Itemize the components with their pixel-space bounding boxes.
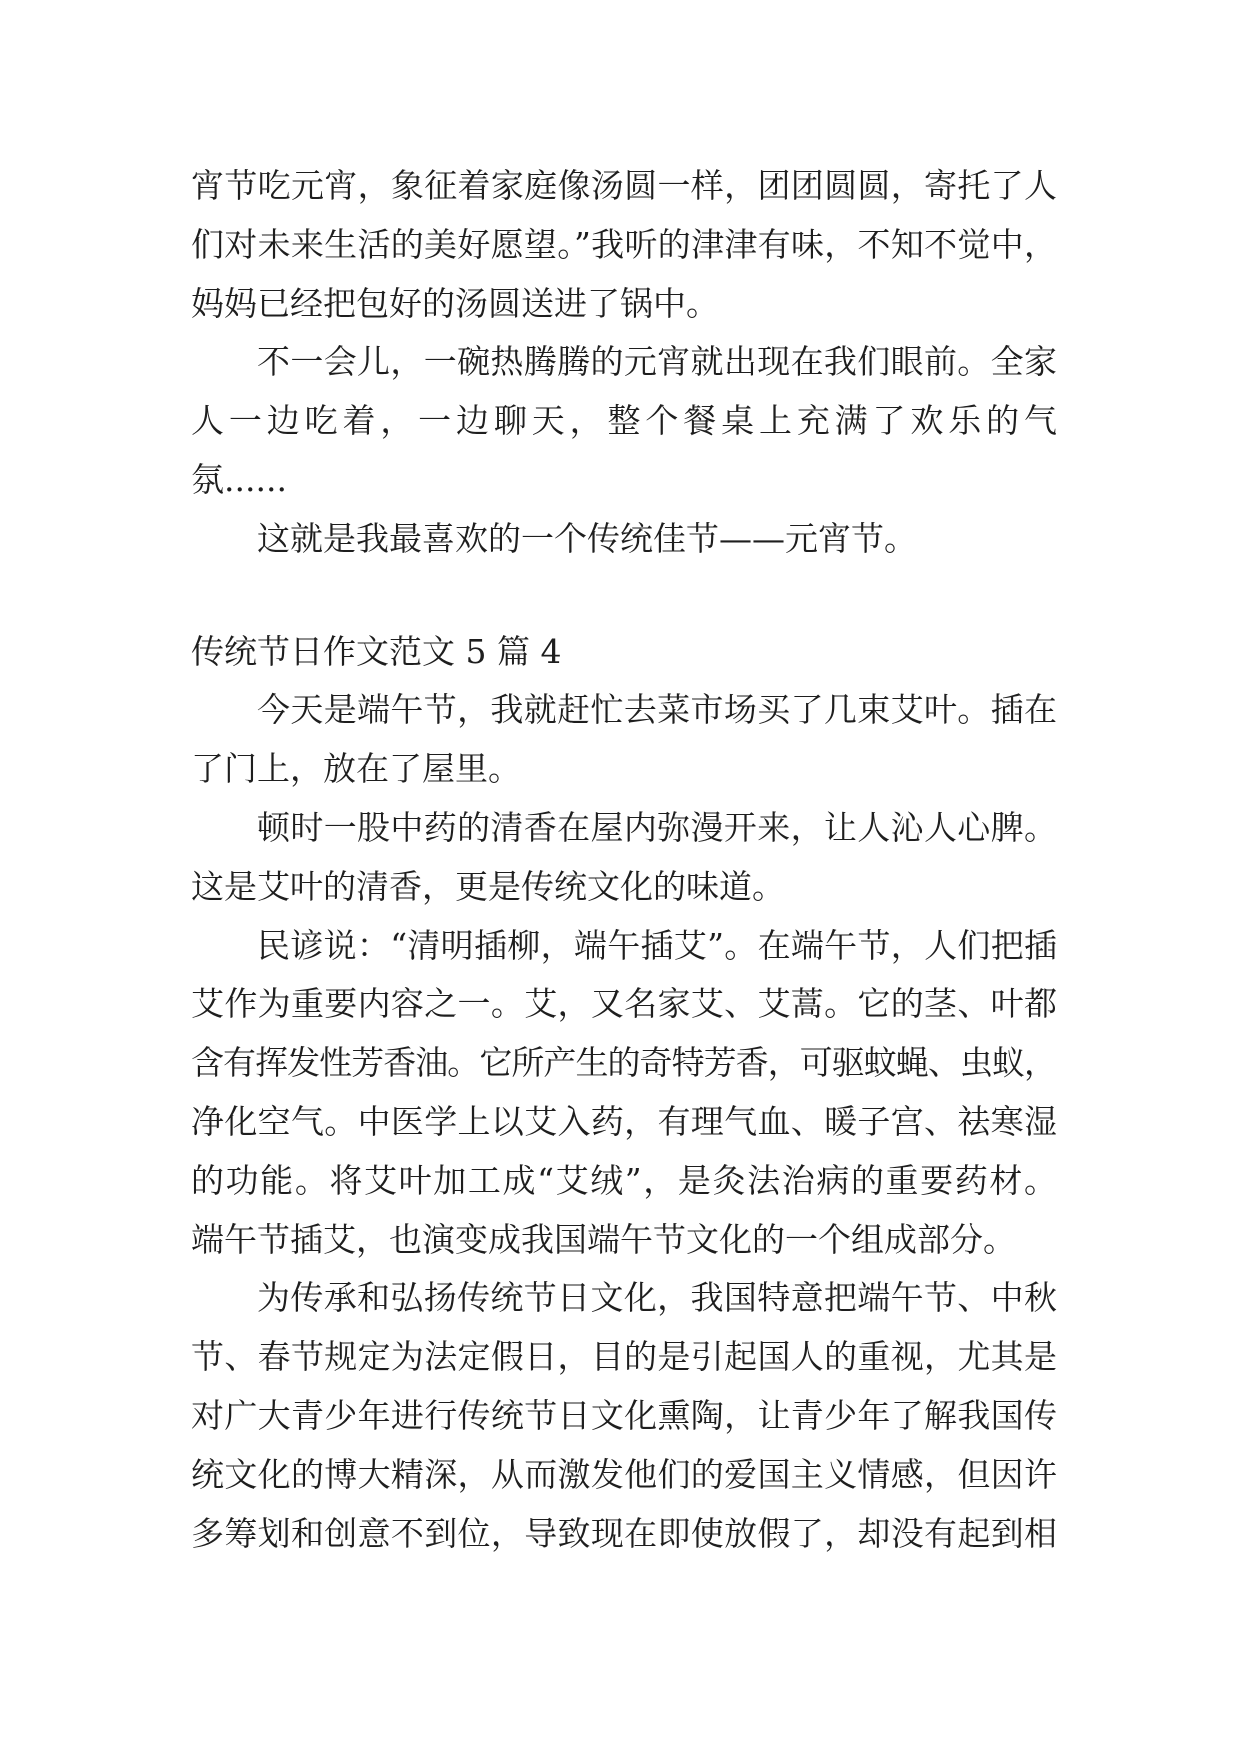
text-line: 含有挥发性芳香油。它所产生的奇特芳香，可驱蚊蝇、虫蚁， — [191, 1043, 1057, 1083]
text-line: 民谚说：“清明插柳，端午插艾”。在端午节，人们把插 — [257, 925, 1058, 965]
paragraph — [191, 799, 1057, 917]
text-line: 这就是我最喜欢的一个传统佳节——元宵节。 — [257, 518, 917, 558]
paragraph — [191, 510, 1057, 569]
text-line: 氛...... — [191, 459, 287, 499]
paragraph — [191, 681, 1057, 799]
text-line: 顿时一股中药的清香在屋内弥漫开来，让人沁人心脾。 — [257, 807, 1058, 847]
paragraph — [191, 917, 1057, 1270]
paragraph — [191, 333, 1062, 509]
paragraph — [191, 1269, 1057, 1563]
text-line: 不一会儿，一碗热腾腾的元宵就出现在我们眼前。全家 — [257, 342, 1058, 382]
section-heading: 传统节日作文范文 5 篇 4 — [191, 631, 562, 671]
text-line: 为传承和弘扬传统节日文化，我国特意把端午节、中秋 — [257, 1278, 1058, 1318]
text-line: 这是艾叶的清香，更是传统文化的味道。 — [191, 866, 785, 906]
text-line: 人一边吃着，一边聊天，整个餐桌上充满了欢乐的气 — [191, 401, 1062, 441]
document-body — [191, 157, 1062, 1563]
text-line: 了门上，放在了屋里。 — [191, 749, 521, 789]
text-line: 统文化的博大精深，从而激发他们的爱国主义情感，但因许 — [191, 1454, 1058, 1494]
text-line: 今天是端午节，我就赶忙去菜市场买了几束艾叶。插在 — [257, 690, 1058, 730]
paragraph — [191, 157, 1057, 333]
text-line: 宵节吃元宵，象征着家庭像汤圆一样，团团圆圆，寄托了人 — [191, 166, 1058, 205]
section-spacer — [191, 569, 1057, 623]
text-line: 节、春节规定为法定假日，目的是引起国人的重视，尤其是 — [191, 1337, 1058, 1377]
text-line: 的功能。将艾叶加工成“艾绒”，是灸法治病的重要药材。 — [191, 1160, 1059, 1200]
text-line: 们对未来生活的美好愿望。”我听的津津有味，不知不觉中， — [191, 224, 1058, 264]
text-line: 妈妈已经把包好的汤圆送进了锅中。 — [191, 283, 719, 323]
text-line: 艾作为重要内容之一。艾，又名家艾、艾蒿。它的茎、叶都 — [191, 984, 1058, 1024]
text-line: 多筹划和创意不到位，导致现在即使放假了，却没有起到相 — [191, 1513, 1058, 1553]
text-line: 端午节插艾，也演变成我国端午节文化的一个组成部分。 — [191, 1219, 1016, 1259]
text-line: 对广大青少年进行传统节日文化熏陶，让青少年了解我国传 — [191, 1395, 1058, 1435]
text-line: 净化空气。中医学上以艾入药，有理气血、暖子宫、祛寒湿 — [191, 1101, 1058, 1141]
